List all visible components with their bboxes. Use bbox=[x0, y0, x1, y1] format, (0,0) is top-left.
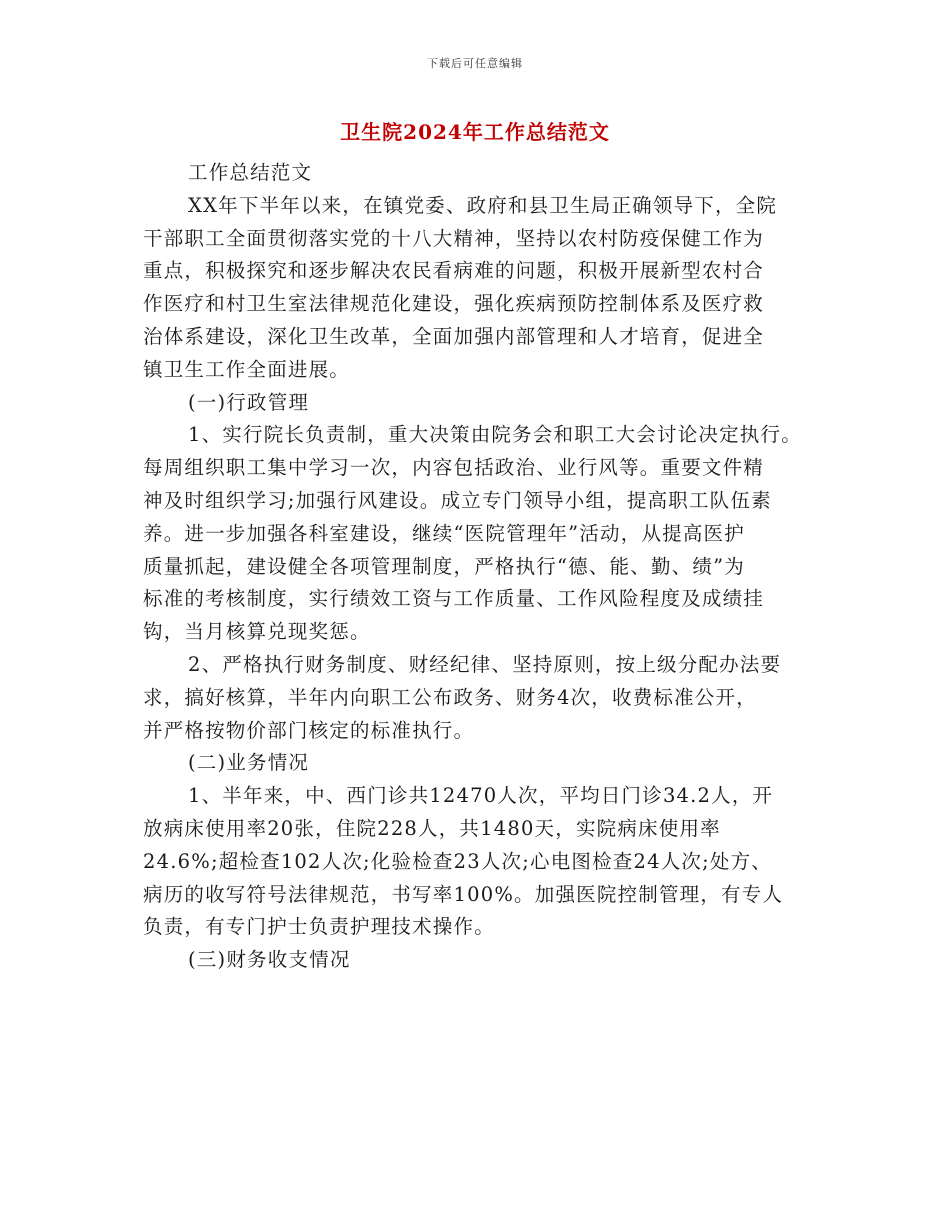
text-line: 钩，当月核算兑现奖惩。 bbox=[143, 620, 371, 644]
text-line: 治体系建设，深化卫生改革，全面加强内部管理和人才培育，促进全 bbox=[143, 324, 765, 348]
text-line: 标准的考核制度，实行绩效工资与工作质量、工作风险程度及成绩挂 bbox=[143, 587, 765, 611]
text-line: XX年下半年以来，在镇党委、政府和县卫生局正确领导下，全院 bbox=[188, 193, 778, 217]
text-line: 质量抓起，建设健全各项管理制度，严格执行“德、能、勤、绩”为 bbox=[143, 554, 745, 578]
text-line: 1、实行院长负责制，重大决策由院务会和职工大会讨论决定执行。 bbox=[188, 423, 802, 447]
text-line: (三)财务收支情况 bbox=[188, 948, 351, 972]
text-line: 求，搞好核算，半年内向职工公布政务、财务4次，收费标准公开， bbox=[143, 685, 757, 709]
document-body bbox=[143, 157, 811, 977]
text-line: 24.6%;超检查102人次;化验检查23人次;心电图检查24人次;处方、 bbox=[143, 849, 772, 873]
text-line: 作医疗和村卫生室法律规范化建设，强化疾病预防控制体系及医疗救 bbox=[143, 292, 765, 316]
header-note: 下载后可任意编辑 bbox=[427, 57, 523, 70]
text-line: (一)行政管理 bbox=[188, 390, 310, 414]
text-line: 养。进一步加强各科室建设，继续“医院管理年”活动，从提高医护 bbox=[143, 521, 745, 545]
text-line: 镇卫生工作全面进展。 bbox=[143, 357, 351, 381]
text-line: 干部职工全面贯彻落实党的十八大精神，坚持以农村防疫保健工作为 bbox=[143, 226, 765, 250]
text-line: 病历的收写符号法律规范，书写率100%。加强医院控制管理，有专人 bbox=[143, 882, 784, 906]
text-line: (二)业务情况 bbox=[188, 751, 310, 775]
text-line: 重点，积极探究和逐步解决农民看病难的问题，积极开展新型农村合 bbox=[143, 259, 765, 283]
text-line: 并严格按物价部门核定的标准执行。 bbox=[143, 718, 475, 742]
text-line: 神及时组织学习;加强行风建设。成立专门领导小组，提高职工队伍素 bbox=[143, 488, 772, 512]
text-line: 负责，有专门护士负责护理技术操作。 bbox=[143, 915, 495, 939]
text-line: 每周组织职工集中学习一次，内容包括政治、业行风等。重要文件精 bbox=[143, 456, 765, 480]
text-line: 工作总结范文 bbox=[188, 161, 313, 184]
text-line: 放病床使用率20张，住院228人，共1480天，实院病床使用率 bbox=[143, 816, 721, 840]
text-line: 2、严格执行财务制度、财经纪律、坚持原则，按上级分配办法要 bbox=[188, 652, 782, 676]
text-line: 1、半年来，中、西门诊共12470人次，平均日门诊34.2人，开 bbox=[188, 784, 774, 808]
document-title: 卫生院2024年工作总结范文 bbox=[340, 120, 610, 144]
